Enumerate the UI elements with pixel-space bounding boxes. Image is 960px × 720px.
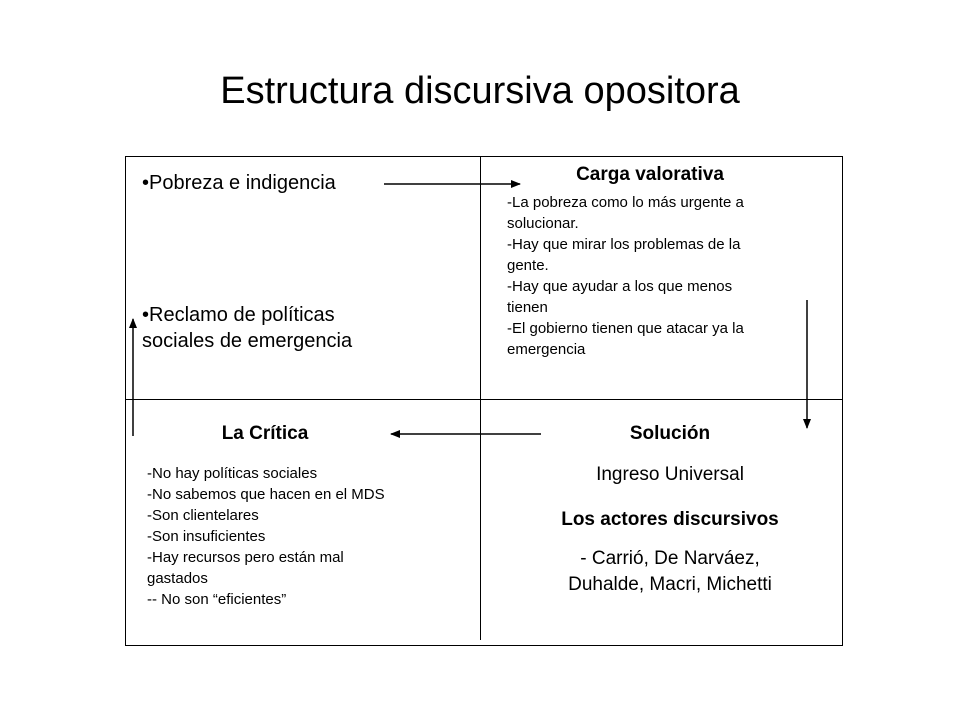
carga-line: gente.	[507, 257, 549, 274]
carga-line: -Hay que ayudar a los que menos	[507, 278, 733, 295]
heading-solucion: Solución	[629, 423, 711, 444]
carga-line: emergencia	[507, 341, 586, 358]
carga-line: solucionar.	[507, 215, 579, 232]
heading-la-critica: La Crítica	[221, 423, 309, 444]
actores-line1: - Carrió, De Narváez,	[580, 548, 760, 569]
carga-line: tienen	[507, 299, 548, 316]
bullet-reclamo-line1: •Reclamo de políticas	[142, 304, 335, 326]
bullet-pobreza: •Pobreza e indigencia	[142, 172, 336, 194]
slide-title: Estructura discursiva opositora	[220, 70, 740, 112]
critica-line: -Son clientelares	[147, 507, 259, 524]
critica-line: -No hay políticas sociales	[147, 465, 318, 482]
actores-line2: Duhalde, Macri, Michetti	[568, 574, 772, 595]
heading-carga-valorativa: Carga valorativa	[576, 164, 724, 185]
solucion-ingreso: Ingreso Universal	[596, 464, 744, 485]
heading-actores: Los actores discursivos	[561, 509, 779, 530]
carga-line: -El gobierno tienen que atacar ya la	[507, 320, 744, 337]
bullet-reclamo-line2: sociales de emergencia	[142, 330, 353, 352]
critica-line: -- No son “eficientes”	[147, 591, 287, 608]
carga-line: -La pobreza como lo más urgente a	[507, 194, 744, 211]
critica-line: -No sabemos que hacen en el MDS	[147, 486, 385, 503]
critica-line: -Hay recursos pero están mal	[147, 549, 344, 566]
critica-line: -Son insuficientes	[147, 528, 266, 545]
carga-line: -Hay que mirar los problemas de la	[507, 236, 741, 253]
critica-line: gastados	[147, 570, 208, 587]
